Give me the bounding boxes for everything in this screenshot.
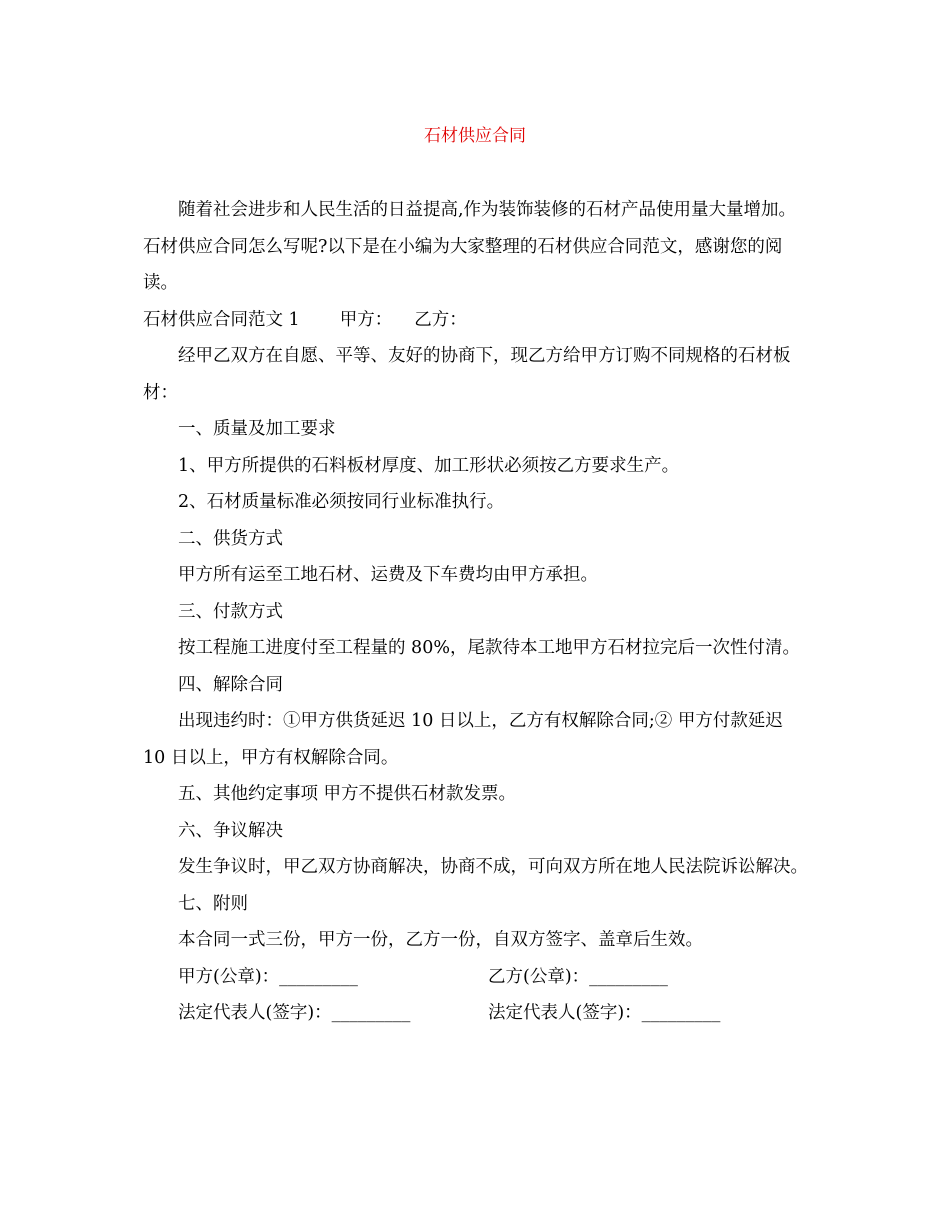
party-a-seal-line: 甲方(公章)：_________	[178, 966, 358, 987]
section-heading-other: 五、其他约定事项 甲方不提供石材款发票。	[178, 784, 517, 804]
preamble-paragraph: 经甲乙双方在自愿、平等、友好的协商下，现乙方给甲方订购不同规格的石材板材：	[143, 346, 791, 403]
section-heading-termination: 四、解除合同	[178, 674, 283, 695]
clause-appendix: 本合同一式三份，甲方一份，乙方一份，自双方签字、盖章后生效。	[178, 930, 703, 950]
section-heading-supply: 二、供货方式	[178, 528, 283, 549]
clause-quality-2: 2、石材质量标准必须按同行业标准执行。	[178, 492, 505, 512]
clause-termination: 出现违约时：①甲方供货延迟 10 日以上，乙方有权解除合同;② 甲方付款延迟 10 日以上，甲方有权解除合同。	[143, 711, 783, 768]
section-heading-dispute: 六、争议解决	[178, 820, 283, 841]
sample-heading-row	[143, 302, 808, 339]
document-title: 石材供应合同	[424, 126, 526, 146]
party-b-seal-line: 乙方(公章)：_________	[488, 966, 668, 987]
signature-row-rep	[143, 995, 808, 1032]
section-heading-appendix: 七、附则	[178, 893, 248, 914]
party-a-rep-line: 法定代表人(签字)：_________	[178, 1003, 411, 1023]
signature-row-seal	[143, 959, 808, 996]
clause-payment: 按工程施工进度付至工程量的 80%，尾款待本工地甲方石材拉完后一次性付清。	[178, 638, 800, 658]
clause-dispute: 发生争议时，甲乙双方协商解决，协商不成，可向双方所在地人民法院诉讼解决。	[178, 857, 808, 877]
document-body	[143, 192, 808, 1032]
party-b-label: 乙方：	[414, 309, 467, 330]
intro-paragraph: 随着社会进步和人民生活的日益提高,作为装饰装修的石材产品使用量大量增加。石材供应合同怎么写呢?以下是在小编为大家整理的石材供应合同范文，感谢您的阅读。	[143, 200, 797, 293]
party-a-label: 甲方：	[339, 309, 393, 330]
party-b-rep-line: 法定代表人(签字)：_________	[488, 1003, 721, 1023]
section-heading-quality: 一、质量及加工要求	[178, 419, 336, 439]
section-heading-payment: 三、付款方式	[178, 601, 283, 622]
sample-heading: 石材供应合同范文 1	[143, 309, 300, 330]
clause-quality-1: 1、甲方所提供的石料板材厚度、加工形状必须按乙方要求生产。	[178, 455, 680, 476]
clause-supply: 甲方所有运至工地石材、运费及下车费均由甲方承担。	[178, 565, 598, 585]
